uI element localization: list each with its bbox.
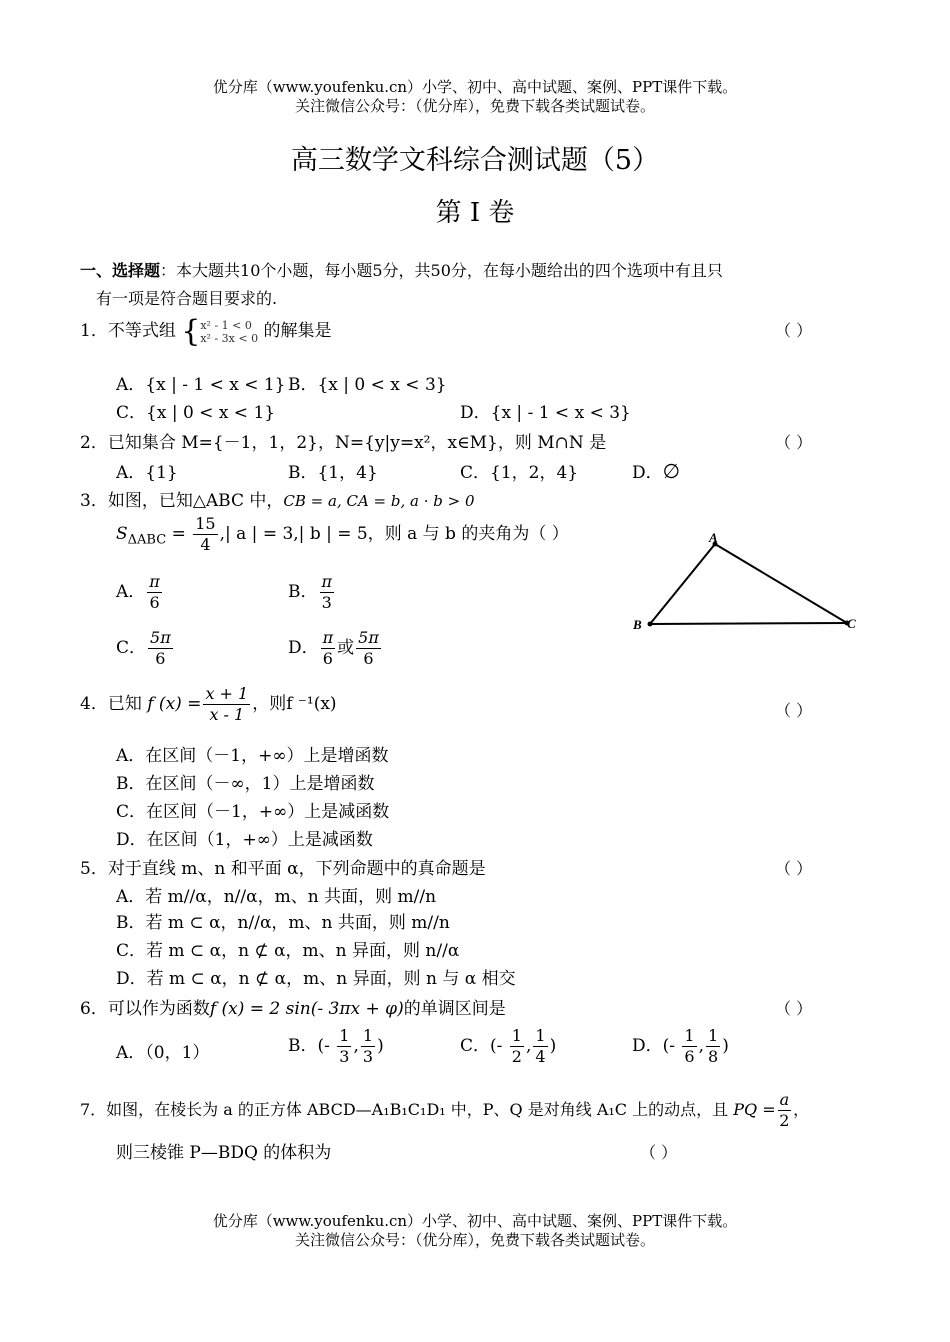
question-2: 2．已知集合 M={－1，1，2}，N={y|y=x²，x∈M}，则 M∩N 是	[80, 433, 607, 453]
q3-d-or: 或	[337, 638, 355, 658]
q6-option-d: D．(- $\frac{1}{6}$ , $\frac{1}{8}$ )	[632, 1026, 729, 1066]
q3-c-num: 5π	[150, 628, 171, 647]
q2-option-c: C．{1，2，4}	[460, 463, 579, 483]
q6-b-frac-1	[337, 1026, 351, 1067]
q5-option-b: B．若 m ⊂ α，n//α，m、n 共面，则 m//n	[116, 913, 450, 933]
q7-answer-blank: （ ）	[640, 1143, 678, 1162]
q1-answer-blank: （ ）	[775, 321, 813, 340]
q3-area-num: 15	[195, 514, 216, 533]
triangle-side-ab	[650, 544, 715, 624]
q4-number: 4．已知	[80, 694, 142, 714]
q2-option-b: B．{1，4}	[288, 463, 378, 483]
q1-post: 的解集是	[263, 321, 332, 341]
q1-option-a: A．{x | - 1 < x < 1}	[116, 375, 286, 395]
question-6	[80, 994, 506, 1019]
q5-answer-blank: （ ）	[775, 859, 813, 878]
q6-c-d2: 4	[535, 1047, 546, 1066]
q6-c-n2: 1	[535, 1026, 546, 1045]
q4-denominator: x - 1	[209, 705, 245, 724]
q3-a-num: π	[149, 572, 160, 591]
q3-option-c	[116, 628, 175, 669]
q2-option-d-label: D．	[632, 463, 663, 483]
section-text-1: ：本大题共10个小题，每小题5分，共50分，在每小题给出的四个选项中有且只	[160, 261, 723, 280]
q1-number: 1．	[80, 321, 108, 341]
q6-option-d-label: D．	[632, 1036, 663, 1056]
page-title: 高三数学文科综合测试题（5）	[290, 145, 660, 176]
q3-area-line	[116, 514, 569, 555]
q3-option-c-label: C．	[116, 638, 147, 658]
q6-d-d2: 8	[708, 1047, 719, 1066]
header-line-1: 优分库（www.youfenku.cn）小学、初中、高中试题、案例、PPT课件下载。	[212, 78, 738, 96]
page-subtitle: 第 I 卷	[435, 198, 515, 228]
q6-function: f (x) = 2 sin(- 3πx + φ)	[209, 999, 404, 1019]
q1-option-c: C．{x | 0 < x < 1}	[116, 403, 276, 423]
vertex-b-dot	[648, 622, 653, 627]
section-label: 一、选择题	[80, 261, 161, 280]
q7-comma: ，	[793, 1100, 810, 1119]
triangle-side-ac	[715, 544, 847, 623]
q5-option-c: C．若 m ⊂ α，n ⊄ α，m、n 异面，则 n//α	[116, 941, 460, 961]
q2-answer-blank: （ ）	[775, 433, 813, 452]
q6-option-c-label: C．	[460, 1036, 491, 1056]
q2-option-a: A．{1}	[116, 463, 178, 483]
q3-d-den-1: 6	[322, 649, 333, 668]
q6-option-a: A．（0，1）	[116, 1043, 210, 1063]
q3-d-num-1: π	[322, 628, 334, 647]
q3-option-a	[116, 572, 164, 613]
q6-c-d1: 2	[511, 1047, 522, 1066]
q3-option-d-frac-2	[356, 628, 381, 669]
q4-answer-blank: （ ）	[775, 701, 813, 720]
section-text-2: 有一项是符合题目要求的.	[96, 289, 278, 308]
q4-fraction	[203, 684, 250, 725]
q3-option-b	[288, 572, 336, 613]
q3-b-num: π	[321, 572, 333, 591]
q3-option-d-label: D．	[288, 638, 319, 658]
q3-b-den: 3	[321, 593, 332, 612]
question-7	[80, 1090, 809, 1131]
vertex-c-label: C	[847, 616, 856, 631]
empty-set-symbol: ∅	[662, 459, 681, 483]
q1-brace: {	[181, 313, 201, 349]
q3-s-sub: ΔABC	[127, 532, 167, 548]
q6-answer-blank: （ ）	[775, 999, 813, 1018]
q1-sys-2: x² - 3x < 0	[200, 331, 259, 345]
q3-line-1: 3．如图，已知△ABC 中，	[80, 491, 284, 511]
q7-pq: PQ =	[733, 1100, 776, 1119]
q6-b-frac-2	[361, 1026, 375, 1067]
q3-option-b-label: B．	[288, 582, 318, 602]
q6-c-frac-2	[533, 1026, 547, 1067]
q7-pq-fraction	[778, 1090, 792, 1131]
q2-option-d	[632, 458, 680, 483]
q3-s-label: S	[116, 524, 128, 544]
q6-option-b-label: B．	[288, 1036, 318, 1056]
q4-option-d: D．在区间（1，+∞）上是减函数	[116, 830, 373, 850]
q6-b-n1: 1	[339, 1026, 350, 1045]
q7-pq-num: a	[779, 1090, 790, 1109]
triangle-figure	[625, 528, 870, 638]
q3-area-fraction	[193, 514, 217, 555]
q3-option-a-frac	[147, 572, 162, 613]
q6-pre: 6．可以作为函数	[80, 999, 210, 1019]
q6-option-b: B．(- $\frac{1}{3}$ , $\frac{1}{3}$ )	[288, 1026, 384, 1066]
q3-option-d-frac-1	[321, 628, 336, 669]
q5-option-a: A．若 m//α，n//α，m、n 共面，则 m//n	[116, 887, 437, 907]
q7-pq-den: 2	[779, 1111, 790, 1130]
triangle-side-bc	[650, 623, 847, 624]
question-4	[80, 684, 337, 725]
question-1	[80, 313, 332, 349]
q6-post: 的单调区间是	[403, 999, 506, 1019]
q3-option-c-frac	[148, 628, 173, 669]
footer-line-1: 优分库（www.youfenku.cn）小学、初中、高中试题、案例、PPT课件下载。	[212, 1212, 738, 1230]
q6-b-d1: 3	[339, 1047, 350, 1066]
q1-sys-1: x² - 1 < 0	[200, 318, 252, 332]
q3-c-den: 6	[155, 649, 166, 668]
q3-d-den-2: 6	[363, 649, 374, 668]
q1-pre: 不等式组	[107, 321, 176, 341]
q6-c-n1: 1	[511, 1026, 522, 1045]
q6-d-n2: 1	[708, 1026, 719, 1045]
q6-option-c: C．(- $\frac{1}{2}$ , $\frac{1}{4}$ )	[460, 1026, 557, 1066]
vertex-b-label: B	[633, 617, 642, 632]
q3-option-b-frac	[320, 572, 335, 613]
q4-option-a: A．在区间（－1，+∞）上是增函数	[116, 746, 389, 766]
q6-d-frac-1	[682, 1026, 696, 1067]
q7-line-2: 则三棱锥 P—BDQ 的体积为	[116, 1143, 332, 1163]
q4-option-b: B．在区间（－∞，1）上是增函数	[116, 774, 375, 794]
section-intro	[80, 258, 723, 281]
q3-option-a-label: A．	[116, 582, 146, 602]
q3-vector-condition: CB = a, CA = b, a · b > 0	[283, 492, 475, 510]
q1-option-b: B．{x | 0 < x < 3}	[288, 375, 447, 395]
q6-d-n1: 1	[684, 1026, 695, 1045]
q1-system	[200, 319, 258, 345]
q4-numerator: x + 1	[205, 684, 249, 703]
q6-d-d1: 6	[684, 1047, 695, 1066]
q1-option-d: D．{x | - 1 < x < 3}	[460, 403, 631, 423]
q3-option-d	[288, 628, 383, 669]
vertex-a-label: A	[709, 530, 718, 545]
q7-line-1: 7．如图，在棱长为 a 的正方体 ABCD—A₁B₁C₁D₁ 中，P、Q 是对角线 A₁C 上的动点，且	[80, 1100, 729, 1119]
q3-a-den: 6	[149, 593, 160, 612]
header-line-2: 关注微信公众号：（优分库），免费下载各类试题试卷。	[294, 97, 655, 115]
q6-b-n2: 1	[362, 1026, 374, 1045]
q4-tail: ，则f ⁻¹(x)	[252, 694, 337, 714]
q4-option-c: C．在区间（－1，+∞）上是减函数	[116, 802, 390, 822]
question-3	[80, 486, 475, 511]
q3-eq: =	[166, 524, 192, 544]
q3-area-den: 4	[200, 535, 211, 554]
q5-option-d: D．若 m ⊂ α，n ⊄ α，m、n 异面，则 n 与 α 相交	[116, 969, 516, 989]
footer-line-2: 关注微信公众号：（优分库），免费下载各类试题试卷。	[294, 1231, 655, 1249]
q3-cond: ,| a | = 3,| b | = 5	[219, 524, 368, 544]
q4-func: f (x) =	[147, 694, 202, 714]
q3-d-num-2: 5π	[358, 628, 379, 647]
q6-c-frac-1	[510, 1026, 524, 1067]
q6-b-d2: 3	[362, 1047, 374, 1066]
q3-tail: ，则 a 与 b 的夹角为（ ）	[367, 524, 569, 544]
question-5: 5．对于直线 m、n 和平面 α，下列命题中的真命题是	[80, 859, 486, 879]
q6-d-frac-2	[706, 1026, 720, 1067]
